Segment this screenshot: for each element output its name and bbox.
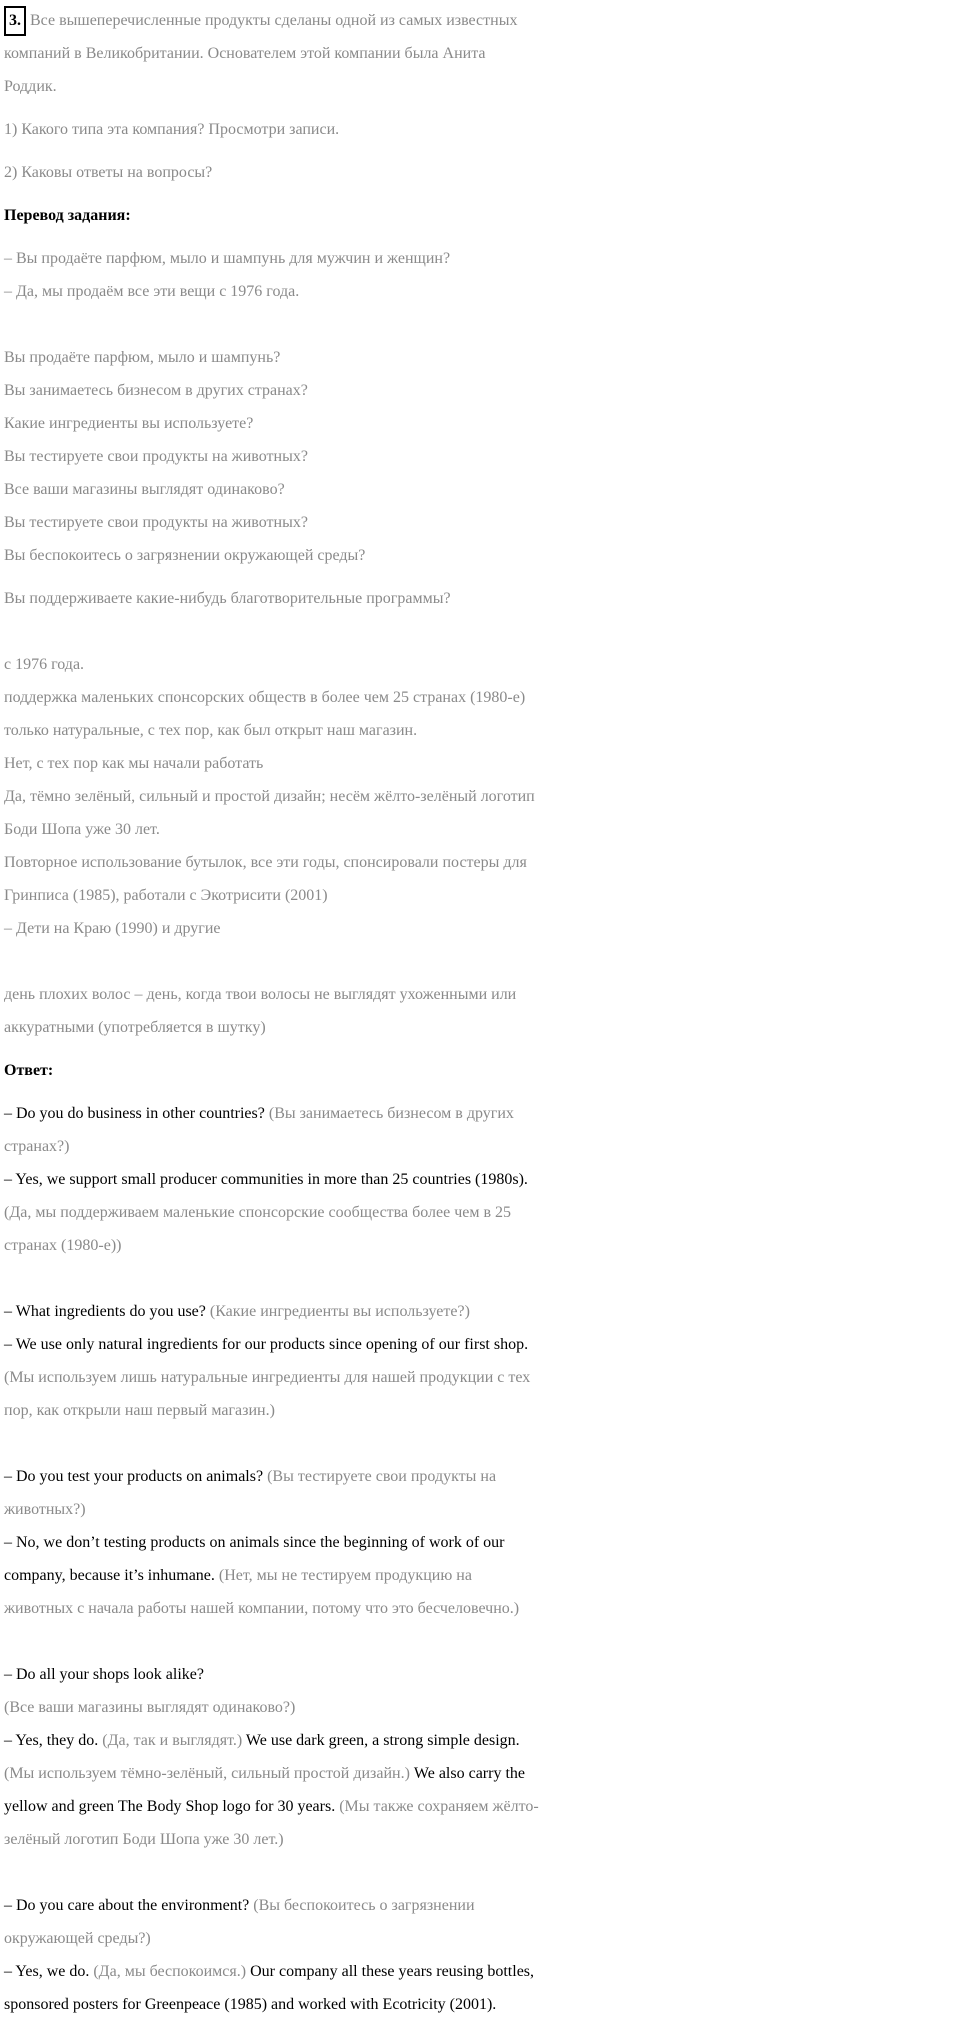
answer-line: sponsored posters for Greenpeace (1985) and worked with Ecotricity (2001). xyxy=(4,1996,497,2013)
task-intro-line: Роддик. xyxy=(4,78,57,95)
answer-line: (Все ваши магазины выглядят одинаково?) xyxy=(4,1699,296,1716)
answer-line: – Do you care about the environment? (Вы беспокоитесь о загрязнении xyxy=(4,1897,475,1914)
task-number-badge: 3. xyxy=(4,6,26,36)
answer-line: – Do all your shops look alike? xyxy=(4,1666,204,1683)
translation-answer: Нет, с тех пор как мы начали работать xyxy=(4,755,264,772)
answer-line: странах (1980-е)) xyxy=(4,1237,122,1254)
answer-line: – What ingredients do you use? (Какие ингредиенты вы используете?) xyxy=(4,1303,470,1320)
task-question-2: 2) Каковы ответы на вопросы? xyxy=(4,164,213,181)
answer-line: – Yes, they do. (Да, так и выглядят.) We use dark green, a strong simple design. xyxy=(4,1732,520,1749)
answer-line: (Мы используем лишь натуральные ингредиенты для нашей продукции с тех xyxy=(4,1369,531,1386)
answer-line: пор, как открыли наш первый магазин.) xyxy=(4,1402,275,1419)
translation-question: Вы поддерживаете какие-нибудь благотворительные программы? xyxy=(4,590,451,607)
task-question-1: 1) Какого типа эта компания? Просмотри записи. xyxy=(4,121,340,138)
answer-line: зелёный логотип Боди Шопа уже 30 лет.) xyxy=(4,1831,284,1848)
translation-dialogue-line: – Да, мы продаём все эти вещи с 1976 года. xyxy=(4,283,300,300)
answer-line: – Yes, we support small producer communities in more than 25 countries (1980s). xyxy=(4,1171,528,1188)
translation-note: аккуратными (употребляется в шутку) xyxy=(4,1019,266,1036)
translation-answer: с 1976 года. xyxy=(4,656,85,673)
answer-line: – No, we don’t testing products on animals since the beginning of work of our xyxy=(4,1534,505,1551)
translation-answer: Повторное использование бутылок, все эти годы, спонсировали постеры для xyxy=(4,854,527,871)
answer-line: животных?) xyxy=(4,1501,86,1518)
translation-question: Все ваши магазины выглядят одинаково? xyxy=(4,481,285,498)
translation-note: день плохих волос – день, когда твои волосы не выглядят ухоженными или xyxy=(4,986,517,1003)
translation-question: Вы беспокоитесь о загрязнении окружающей среды? xyxy=(4,547,366,564)
task-intro-line: компаний в Великобритании. Основателем этой компании была Анита xyxy=(4,45,486,62)
translation-answer: только натуральные, с тех пор, как был открыт наш магазин. xyxy=(4,722,418,739)
translation-question: Вы занимаетесь бизнесом в других странах? xyxy=(4,382,308,399)
answer-line: животных с начала работы нашей компании, потому что это бесчеловечно.) xyxy=(4,1600,520,1617)
answer-line: company, because it’s inhumane. (Нет, мы не тестируем продукцию на xyxy=(4,1567,472,1584)
answer-line: – Do you test your products on animals? (Вы тестируете свои продукты на xyxy=(4,1468,497,1485)
translation-answer: Боди Шопа уже 30 лет. xyxy=(4,821,160,838)
answer-line: – We use only natural ingredients for our products since opening of our first shop. xyxy=(4,1336,529,1353)
answer-line: – Do you do business in other countries? (Вы занимаетесь бизнесом в других xyxy=(4,1105,514,1122)
translation-answer: поддержка маленьких спонсорских обществ в более чем 25 странах (1980-е) xyxy=(4,689,526,706)
translation-question: Вы тестируете свои продукты на животных? xyxy=(4,448,308,465)
translation-answer: – Дети на Краю (1990) и другие xyxy=(4,920,221,937)
translation-question: Какие ингредиенты вы используете? xyxy=(4,415,254,432)
task-intro-line: 3. Все вышеперечисленные продукты сделаны одной из самых известных xyxy=(4,4,956,37)
answer-line: странах?) xyxy=(4,1138,70,1155)
answer-line: yellow and green The Body Shop logo for 30 years. (Мы также сохраняем жёлто- xyxy=(4,1798,539,1815)
translation-dialogue-line: – Вы продаёте парфюм, мыло и шампунь для мужчин и женщин? xyxy=(4,250,451,267)
translation-heading: Перевод задания: xyxy=(4,207,131,224)
translation-question: Вы тестируете свои продукты на животных? xyxy=(4,514,308,531)
answer-line: (Да, мы поддерживаем маленькие спонсорские сообщества более чем в 25 xyxy=(4,1204,512,1221)
answer-line: (Мы используем тёмно-зелёный, сильный простой дизайн.) We also carry the xyxy=(4,1765,526,1782)
translation-answer: Да, тёмно зелёный, сильный и простой дизайн; несём жёлто-зелёный логотип xyxy=(4,788,535,805)
translation-answer: Гринписа (1985), работали с Экотрисити (2001) xyxy=(4,887,328,904)
answer-line: окружающей среды?) xyxy=(4,1930,151,1947)
answer-line: – Yes, we do. (Да, мы беспокоимся.) Our company all these years reusing bottles, xyxy=(4,1963,535,1980)
answer-heading: Ответ: xyxy=(4,1062,54,1079)
translation-question: Вы продаёте парфюм, мыло и шампунь? xyxy=(4,349,281,366)
